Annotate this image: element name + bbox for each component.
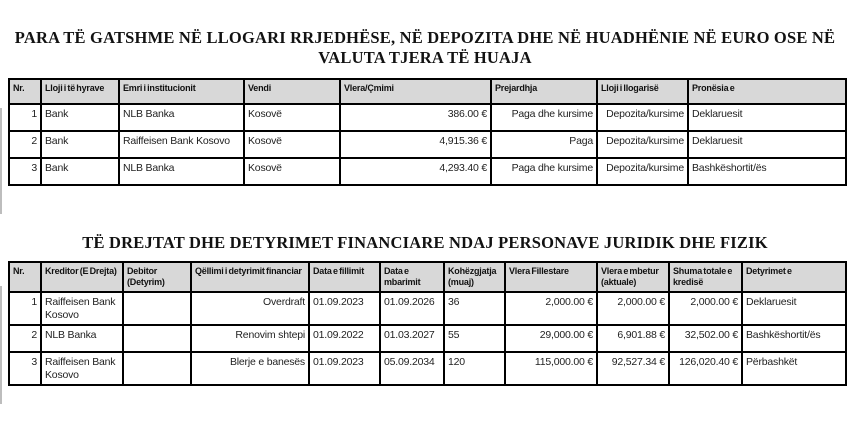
table-cell: 4,915.36 € [340, 131, 491, 158]
table-cell: Bank [41, 104, 119, 131]
table-cell: 01.09.2022 [309, 325, 380, 352]
table-row [9, 292, 846, 325]
table-cell: 55 [444, 325, 505, 352]
table-cell: Paga dhe kursime [491, 104, 597, 131]
table-row [9, 104, 846, 131]
table-cell: Blerje e banesës [191, 352, 309, 385]
column-header: Pronësia e [688, 79, 846, 104]
table-cell: Depozita/kursime [597, 104, 688, 131]
table-cell: 4,293.40 € [340, 158, 491, 185]
table-cell: Depozita/kursime [597, 131, 688, 158]
table-cell: Paga dhe kursime [491, 158, 597, 185]
table-cell: Raiffeisen Bank Kosovo [119, 131, 244, 158]
page-edge-artifact [0, 286, 2, 404]
column-header: Data e fillimit [309, 262, 380, 292]
table-cell: 115,000.00 € [505, 352, 597, 385]
table-cell: 2,000.00 € [505, 292, 597, 325]
column-header: Vlera/Çmimi [340, 79, 491, 104]
column-header: Nr. [9, 262, 41, 292]
table-cell: NLB Banka [119, 104, 244, 131]
table-row [9, 158, 846, 185]
table-cell: 36 [444, 292, 505, 325]
table-cell: Bashkëshortit/ës [688, 158, 846, 185]
column-header: Vlera Fillestare [505, 262, 597, 292]
table-cell: Deklaruesit [688, 104, 846, 131]
table-cell: 01.03.2027 [380, 325, 444, 352]
table-cell [123, 352, 191, 385]
column-header: Data e mbarimit [380, 262, 444, 292]
table-cell: 2,000.00 € [669, 292, 742, 325]
table-cell: Renovim shtepi [191, 325, 309, 352]
table-header-row [9, 262, 846, 292]
column-header: Kreditor (E Drejta) [41, 262, 123, 292]
table-cell: 2,000.00 € [597, 292, 669, 325]
page-edge-artifact [0, 108, 2, 214]
table-cell: NLB Banka [41, 325, 123, 352]
table-cell: Bank [41, 158, 119, 185]
table-cell: 386.00 € [340, 104, 491, 131]
column-header: Prejardhja [491, 79, 597, 104]
table-cell: 126,020.40 € [669, 352, 742, 385]
section1-title-line1: PARA TË GATSHME NË LLOGARI RRJEDHËSE, NË DEPOZITA DHE NË HUADHËNIE NË EURO OSE NË [14, 28, 836, 47]
column-header: Qëllimi i detyrimit financiar [191, 262, 309, 292]
section1-title-line2: VALUTA TJERA TË HUAJA [318, 48, 532, 67]
table-cell: 01.09.2023 [309, 292, 380, 325]
table-cell: Raiffeisen Bank Kosovo [41, 352, 123, 385]
table-row [9, 325, 846, 352]
column-header: Nr. [9, 79, 41, 104]
table-cell: 1 [9, 104, 41, 131]
table-cell: Depozita/kursime [597, 158, 688, 185]
table-cell: Bashkëshortit/ës [742, 325, 846, 352]
table-cell: 2 [9, 131, 41, 158]
table-cell: Overdraft [191, 292, 309, 325]
table-cell: Raiffeisen Bank Kosovo [41, 292, 123, 325]
table-cell: Deklaruesit [688, 131, 846, 158]
table-cell: 2 [9, 325, 41, 352]
table-cell: 32,502.00 € [669, 325, 742, 352]
table-cell: 3 [9, 352, 41, 385]
table-cell [123, 292, 191, 325]
table-cell [123, 325, 191, 352]
column-header: Vendi [244, 79, 340, 104]
table-header-row [9, 79, 846, 104]
table-cell: 01.09.2023 [309, 352, 380, 385]
column-header: Kohëzgjatja (muaj) [444, 262, 505, 292]
column-header: Lloji i të hyrave [41, 79, 119, 104]
table-cell: 29,000.00 € [505, 325, 597, 352]
table-cell: 05.09.2034 [380, 352, 444, 385]
financial-obligations-table [8, 261, 847, 386]
table-cell: Bank [41, 131, 119, 158]
table-row [9, 352, 846, 385]
table-row [9, 131, 846, 158]
table-cell: 1 [9, 292, 41, 325]
table-cell: 6,901.88 € [597, 325, 669, 352]
column-header: Emri i institucionit [119, 79, 244, 104]
table-cell: Përbashkët [742, 352, 846, 385]
table-cell: 120 [444, 352, 505, 385]
section2-title: TË DREJTAT DHE DETYRIMET FINANCIARE NDAJ PERSONAVE JURIDIK DHE FIZIK [82, 233, 768, 252]
cash-accounts-table [8, 78, 847, 186]
table-cell: Kosovë [244, 131, 340, 158]
table-cell: NLB Banka [119, 158, 244, 185]
table-cell: 01.09.2026 [380, 292, 444, 325]
table-cell: 3 [9, 158, 41, 185]
table-cell: Paga [491, 131, 597, 158]
table-cell: Kosovë [244, 104, 340, 131]
table-cell: 92,527.34 € [597, 352, 669, 385]
column-header: Debitor (Detyrim) [123, 262, 191, 292]
section1-title [14, 28, 836, 68]
column-header: Detyrimet e [742, 262, 846, 292]
column-header: Shuma totale e kredisë [669, 262, 742, 292]
table-cell: Deklaruesit [742, 292, 846, 325]
column-header: Lloji i llogarisë [597, 79, 688, 104]
table-cell: Kosovë [244, 158, 340, 185]
column-header: Vlera e mbetur (aktuale) [597, 262, 669, 292]
